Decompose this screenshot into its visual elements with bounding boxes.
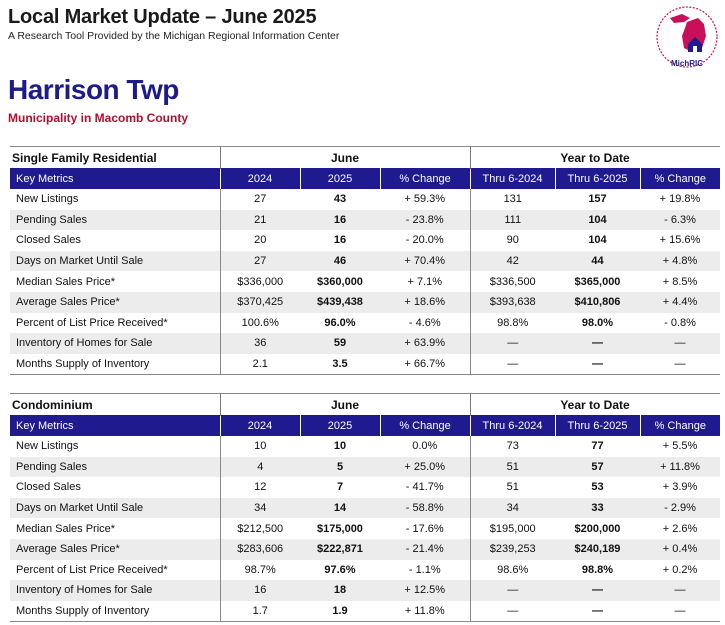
report-title: Local Market Update – June 2025 bbox=[8, 6, 317, 28]
metric-value: + 59.3% bbox=[404, 193, 446, 206]
group-ytd-label: Year to Date bbox=[560, 398, 630, 412]
metric-label: Days on Market Until Sale bbox=[10, 498, 220, 519]
table-row bbox=[10, 313, 720, 334]
metric-value: $283,606 bbox=[220, 539, 300, 560]
metric-value: 98.6% bbox=[470, 560, 555, 581]
metric-label: Pending Sales bbox=[10, 457, 220, 478]
table-row bbox=[10, 498, 720, 519]
table-row bbox=[10, 230, 720, 251]
metric-value: 21 bbox=[220, 210, 300, 231]
metric-value: 104 bbox=[555, 210, 640, 231]
metric-value: 0.0% bbox=[412, 440, 438, 453]
metric-value: $365,000 bbox=[574, 275, 621, 288]
metric-value: $195,000 bbox=[470, 518, 555, 539]
metric-value: $222,871 bbox=[300, 539, 380, 560]
metric-value: 4 bbox=[220, 457, 300, 478]
metric-value: 53 bbox=[591, 481, 604, 494]
metric-value: + 5.5% bbox=[662, 440, 698, 453]
metric-value: - 20.0% bbox=[405, 234, 444, 247]
metric-label: Months Supply of Inventory bbox=[10, 354, 220, 375]
table-row bbox=[10, 333, 720, 354]
metric-value: — bbox=[640, 333, 720, 354]
metric-value: 1.9 bbox=[300, 601, 380, 622]
metric-value: + 11.8% bbox=[380, 601, 470, 622]
table-row bbox=[10, 601, 720, 622]
metric-value: 98.8% bbox=[581, 563, 614, 576]
metric-value: 34 bbox=[470, 498, 555, 519]
metric-label: Days on Market Until Sale bbox=[10, 251, 220, 272]
metric-value: 42 bbox=[470, 251, 555, 272]
metric-value: 27 bbox=[220, 189, 300, 210]
column-header: 2025 bbox=[300, 168, 380, 189]
metric-value: 16 bbox=[300, 210, 380, 231]
metric-value: + 0.2% bbox=[662, 563, 698, 576]
metric-value: - 21.4% bbox=[380, 539, 470, 560]
section-category: Condominium bbox=[12, 398, 93, 412]
report-subtitle: A Research Tool Provided by the Michigan Regional Information Center bbox=[8, 30, 340, 42]
metric-label: Pending Sales bbox=[10, 210, 220, 231]
metric-value: 3.5 bbox=[300, 354, 380, 375]
divider bbox=[220, 147, 221, 169]
metric-value: 97.6% bbox=[324, 563, 356, 576]
metric-value: - 0.8% bbox=[664, 316, 696, 329]
column-header: Thru 6-2024 bbox=[470, 168, 555, 189]
metric-value: — bbox=[555, 580, 640, 601]
metric-value: + 4.4% bbox=[640, 292, 720, 313]
metric-value: - 2.9% bbox=[640, 498, 720, 519]
metric-value: + 3.9% bbox=[662, 481, 698, 494]
divider bbox=[220, 394, 221, 416]
metric-value: 7 bbox=[336, 481, 344, 494]
metric-value: $393,638 bbox=[470, 292, 555, 313]
metric-value: — bbox=[555, 601, 640, 622]
table-row bbox=[10, 518, 720, 539]
metric-value: + 19.8% bbox=[659, 193, 701, 206]
metric-value: $336,500 bbox=[470, 271, 555, 292]
metric-value: 43 bbox=[333, 193, 347, 206]
metric-label: Average Sales Price* bbox=[10, 292, 220, 313]
table-header-row bbox=[10, 168, 720, 189]
table-row bbox=[10, 210, 720, 231]
metric-value: $200,000 bbox=[574, 522, 621, 535]
metric-label: Average Sales Price* bbox=[10, 539, 220, 560]
metrics-table bbox=[10, 415, 720, 622]
logo-text: MichRIC bbox=[671, 59, 703, 68]
table-row bbox=[10, 539, 720, 560]
metric-value: $439,438 bbox=[300, 292, 380, 313]
group-june-label: June bbox=[330, 151, 359, 165]
column-header: Thru 6-2025 bbox=[555, 415, 640, 436]
column-header: 2025 bbox=[300, 415, 380, 436]
metric-label: New Listings bbox=[16, 440, 79, 453]
metric-value: — bbox=[470, 601, 555, 622]
table-row bbox=[10, 292, 720, 313]
metric-value: 51 bbox=[470, 457, 555, 478]
metric-value: 33 bbox=[555, 498, 640, 519]
section-category: Single Family Residential bbox=[12, 151, 157, 165]
metric-value: — bbox=[640, 580, 720, 601]
metric-value: - 58.8% bbox=[380, 498, 470, 519]
metric-value: + 63.9% bbox=[380, 333, 470, 354]
column-header: Thru 6-2025 bbox=[555, 168, 640, 189]
metric-value: 73 bbox=[470, 436, 555, 457]
column-header: % Change bbox=[640, 415, 720, 436]
column-header: Key Metrics bbox=[16, 419, 74, 432]
metric-value: — bbox=[470, 580, 555, 601]
table-row bbox=[10, 354, 720, 375]
group-june-label: June bbox=[330, 398, 359, 412]
table-header-row bbox=[10, 415, 720, 436]
metric-label: Median Sales Price* bbox=[16, 522, 116, 535]
column-header: % Change bbox=[380, 168, 470, 189]
report-header bbox=[8, 6, 339, 42]
metric-value: + 66.7% bbox=[380, 354, 470, 375]
metric-value: + 7.1% bbox=[407, 275, 443, 288]
column-header: 2024 bbox=[220, 168, 300, 189]
column-header: Key Metrics bbox=[16, 172, 74, 185]
metric-value: - 6.3% bbox=[640, 210, 720, 231]
metric-value: 16 bbox=[333, 234, 347, 247]
metric-value: 98.0% bbox=[581, 316, 614, 329]
metric-value: 36 bbox=[220, 333, 300, 354]
metric-value: — bbox=[470, 354, 555, 375]
metric-value: 12 bbox=[220, 477, 300, 498]
metric-value: - 41.7% bbox=[405, 481, 444, 494]
metric-value: + 0.4% bbox=[640, 539, 720, 560]
table-row bbox=[10, 271, 720, 292]
metric-value: - 17.6% bbox=[405, 522, 444, 535]
metric-value: + 12.5% bbox=[380, 580, 470, 601]
metric-value: $410,806 bbox=[555, 292, 640, 313]
column-header: Thru 6-2024 bbox=[470, 415, 555, 436]
metric-value: + 11.8% bbox=[640, 457, 720, 478]
metric-value: 2.1 bbox=[220, 354, 300, 375]
metric-value: 34 bbox=[220, 498, 300, 519]
section-header bbox=[10, 393, 720, 415]
metric-label: Months Supply of Inventory bbox=[10, 601, 220, 622]
metric-label: Closed Sales bbox=[16, 481, 81, 494]
section-header bbox=[10, 146, 720, 168]
metric-value: — bbox=[640, 354, 720, 375]
metric-value: 20 bbox=[220, 230, 300, 251]
column-header: % Change bbox=[640, 168, 720, 189]
metric-value: 98.7% bbox=[220, 560, 300, 581]
table-row bbox=[10, 457, 720, 478]
metric-label: Inventory of Homes for Sale bbox=[10, 333, 220, 354]
metric-value: - 4.6% bbox=[408, 316, 441, 329]
metric-label: Median Sales Price* bbox=[16, 275, 116, 288]
metric-value: — bbox=[470, 333, 555, 354]
metric-value: — bbox=[555, 333, 640, 354]
metric-value: + 25.0% bbox=[380, 457, 470, 478]
metric-value: $212,500 bbox=[220, 518, 300, 539]
metric-value: 10 bbox=[333, 440, 347, 453]
metric-value: + 8.5% bbox=[662, 275, 698, 288]
metric-value: — bbox=[640, 601, 720, 622]
metric-value: 27 bbox=[220, 251, 300, 272]
table-row bbox=[10, 580, 720, 601]
metric-value: 16 bbox=[220, 580, 300, 601]
area-name: Harrison Twp bbox=[8, 74, 179, 105]
metric-value: - 23.8% bbox=[380, 210, 470, 231]
metric-value: 14 bbox=[300, 498, 380, 519]
metric-value: 104 bbox=[588, 234, 607, 247]
area-subtitle: Municipality in Macomb County bbox=[8, 111, 189, 125]
metric-value: 51 bbox=[470, 477, 555, 498]
metric-value: 46 bbox=[300, 251, 380, 272]
metric-value: 157 bbox=[588, 193, 607, 206]
table-row bbox=[10, 436, 720, 457]
table-row bbox=[10, 189, 720, 210]
metric-value: — bbox=[555, 354, 640, 375]
table-row bbox=[10, 251, 720, 272]
metric-value: 59 bbox=[300, 333, 380, 354]
metric-value: + 18.6% bbox=[380, 292, 470, 313]
metric-value: $240,189 bbox=[555, 539, 640, 560]
metric-value: 90 bbox=[470, 230, 555, 251]
metric-label: Closed Sales bbox=[16, 234, 81, 247]
group-ytd-label: Year to Date bbox=[560, 151, 630, 165]
metrics-table bbox=[10, 168, 720, 375]
table-row bbox=[10, 560, 720, 581]
column-header: 2024 bbox=[220, 415, 300, 436]
metric-value: $336,000 bbox=[220, 271, 300, 292]
metric-value: $370,425 bbox=[220, 292, 300, 313]
metric-value: 44 bbox=[555, 251, 640, 272]
metric-value: 5 bbox=[300, 457, 380, 478]
condominium-section bbox=[10, 393, 720, 622]
metric-value: $175,000 bbox=[317, 522, 363, 535]
metric-label: New Listings bbox=[16, 193, 79, 206]
metric-value: 18 bbox=[300, 580, 380, 601]
metric-value: $360,000 bbox=[317, 275, 363, 288]
metric-value: 1.7 bbox=[220, 601, 300, 622]
metric-value: 10 bbox=[220, 436, 300, 457]
metric-value: 100.6% bbox=[220, 313, 300, 334]
divider bbox=[470, 394, 471, 416]
metric-value: 96.0% bbox=[324, 316, 356, 329]
metric-value: $239,253 bbox=[470, 539, 555, 560]
michric-logo bbox=[654, 4, 720, 70]
metric-value: + 4.8% bbox=[640, 251, 720, 272]
metric-label: Percent of List Price Received* bbox=[16, 563, 168, 576]
table-row bbox=[10, 477, 720, 498]
michigan-map-house-logo-icon bbox=[654, 4, 720, 70]
metric-value: + 70.4% bbox=[380, 251, 470, 272]
metric-value: - 1.1% bbox=[408, 563, 441, 576]
metric-label: Percent of List Price Received* bbox=[16, 316, 168, 329]
metric-value: + 15.6% bbox=[659, 234, 701, 247]
column-header: % Change bbox=[380, 415, 470, 436]
metric-value: 131 bbox=[470, 189, 555, 210]
metric-label: Inventory of Homes for Sale bbox=[10, 580, 220, 601]
metric-value: 77 bbox=[591, 440, 604, 453]
metric-value: 111 bbox=[470, 210, 555, 231]
divider bbox=[470, 147, 471, 169]
single-family-section bbox=[10, 146, 720, 375]
metric-value: 98.8% bbox=[470, 313, 555, 334]
metric-value: + 2.6% bbox=[662, 522, 698, 535]
metric-value: 57 bbox=[555, 457, 640, 478]
